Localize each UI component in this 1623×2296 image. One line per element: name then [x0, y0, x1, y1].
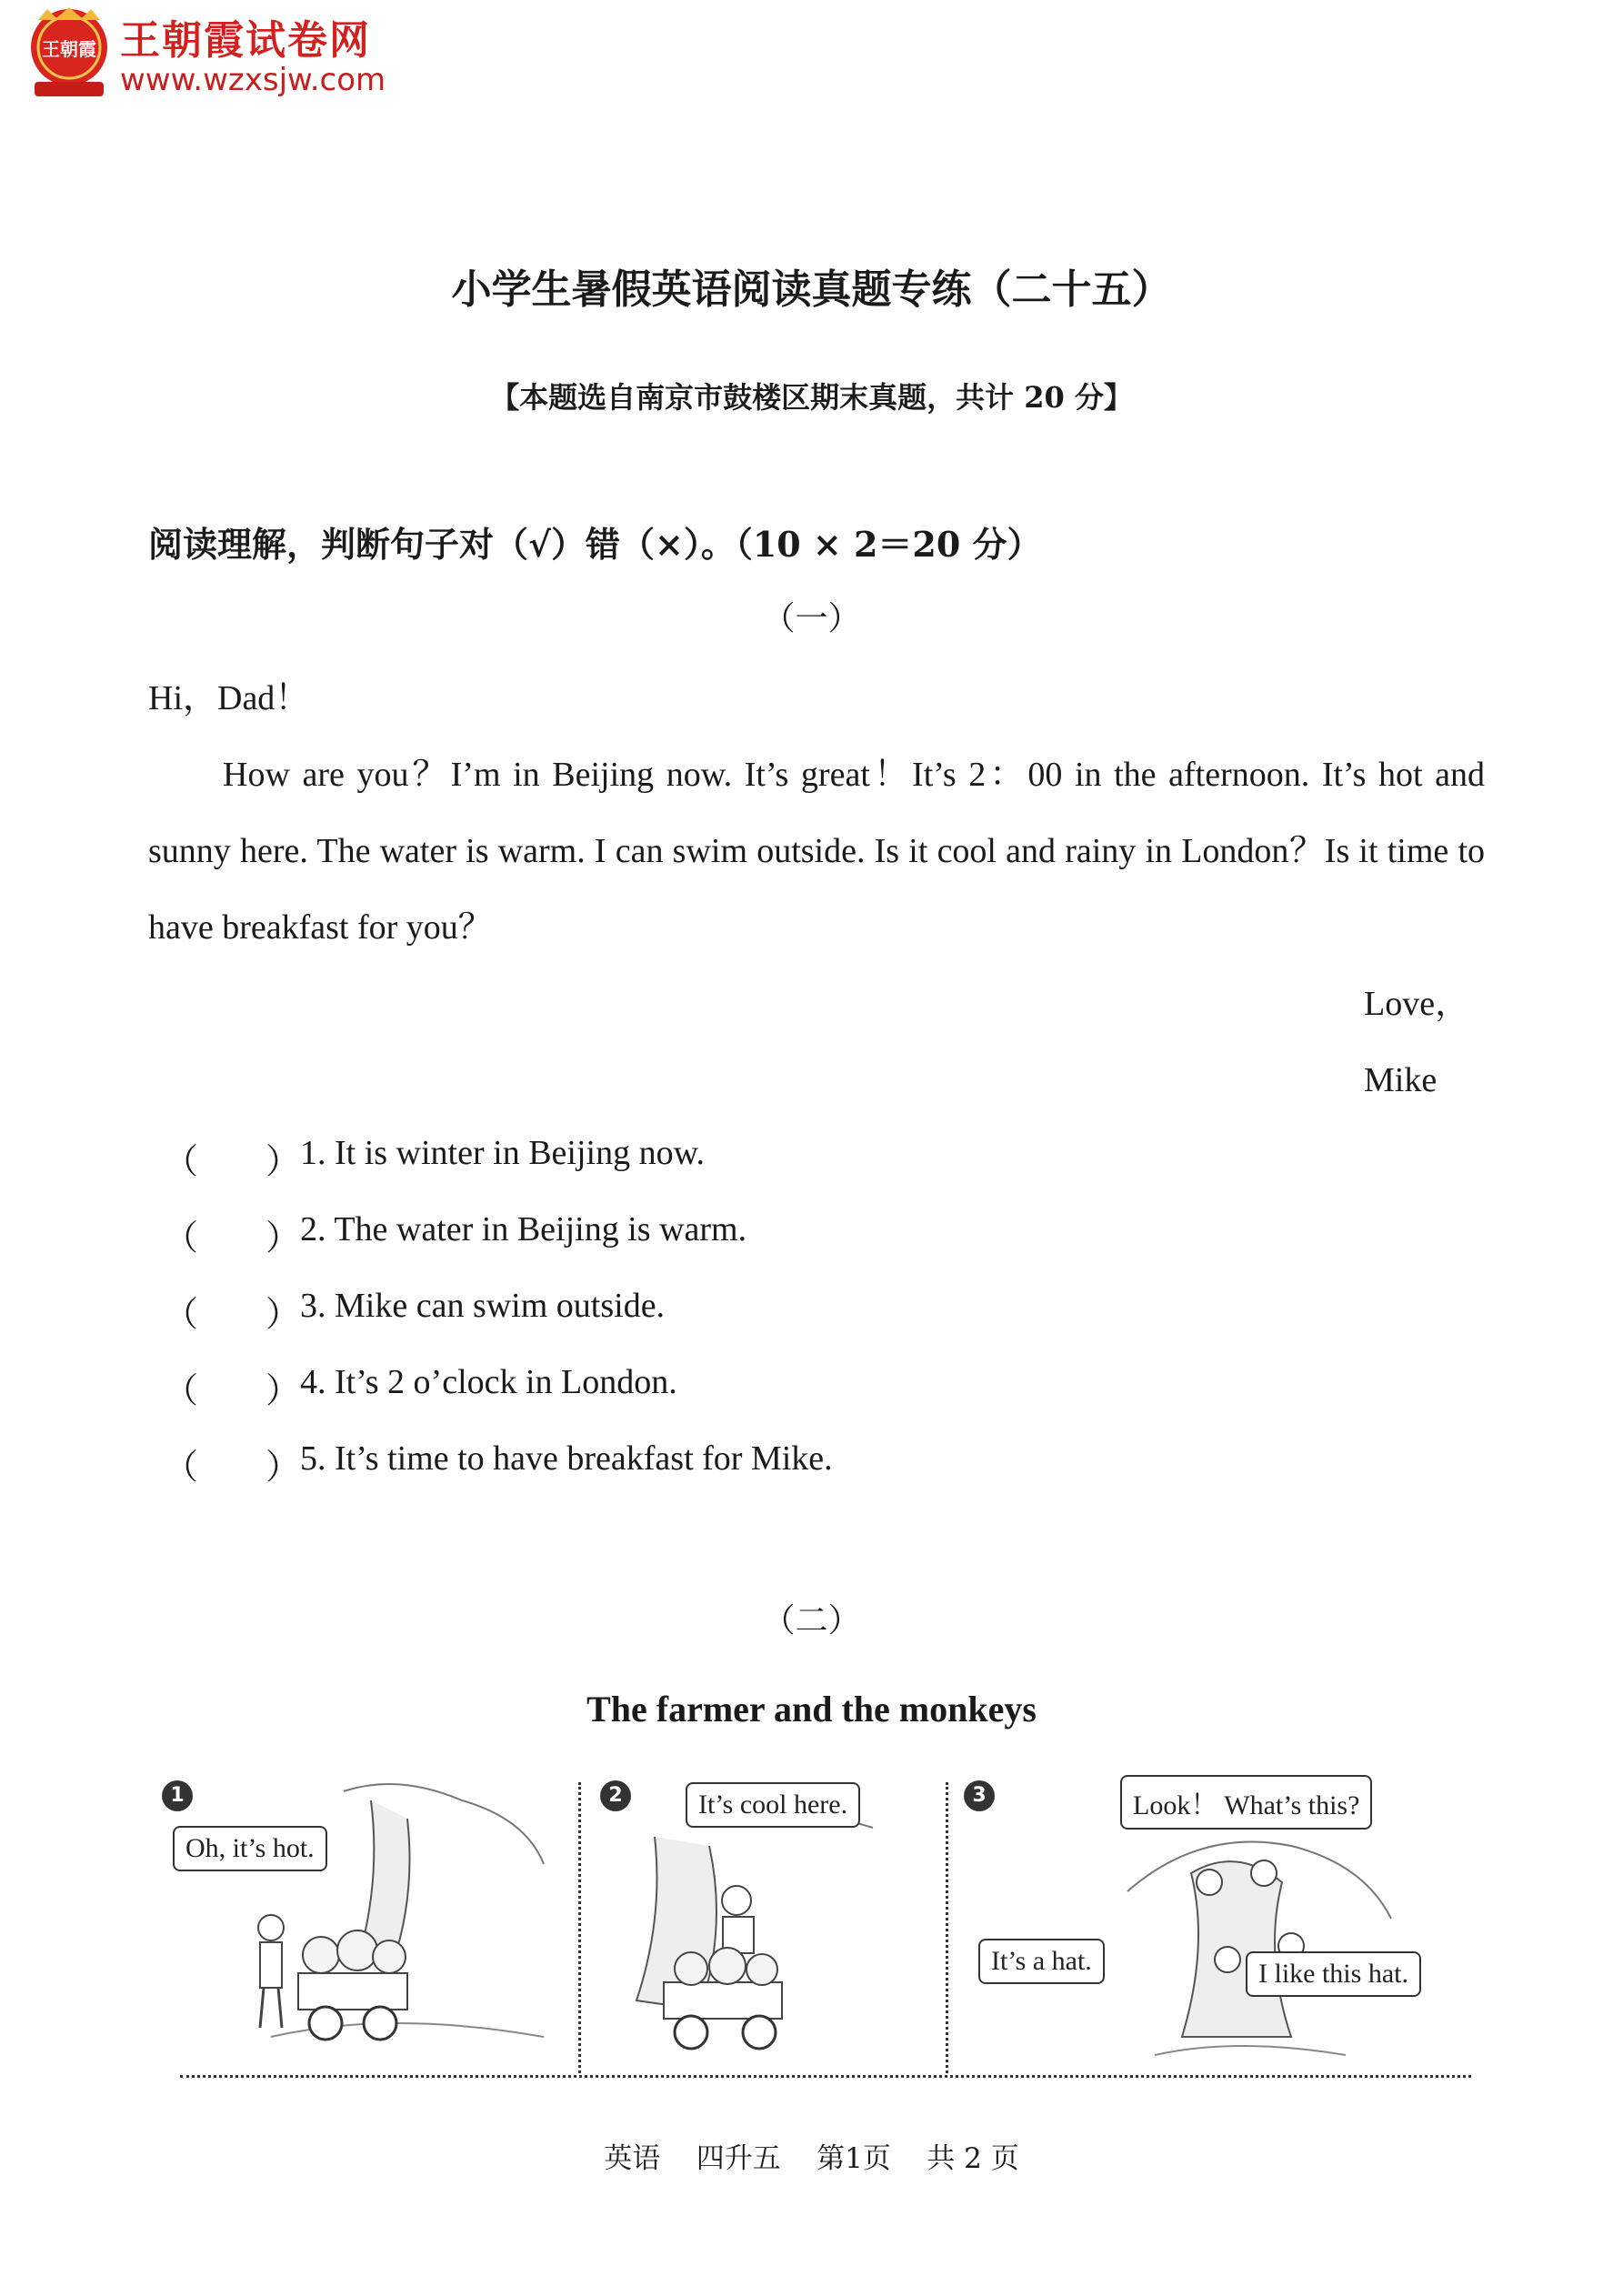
page-footer: 英语 四升五 第1页 共 2 页 — [604, 2142, 1019, 2175]
question-text: 2. The water in Beijing is warm. — [300, 1210, 747, 1248]
page-title: 小学生暑假英语阅读真题专练（二十五） — [451, 266, 1172, 313]
answer-blank-open[interactable]: （ — [164, 1449, 199, 1487]
answer-blank-close: ） — [265, 1372, 301, 1410]
brand-url: www.wzxsjw.com — [120, 62, 386, 98]
question-text: 5. It’s time to have breakfast for Mike. — [300, 1439, 833, 1478]
page-subtitle: 【本题选自南京市鼓楼区期末真题，共计 20 分】 — [490, 380, 1133, 415]
answer-blank-open[interactable]: （ — [164, 1219, 199, 1258]
comic-panel-1 — [162, 1764, 571, 2073]
letter-signature: Mike — [1364, 1061, 1438, 1099]
answer-blank-close: ） — [265, 1449, 301, 1487]
panel-divider — [946, 1782, 948, 2073]
panel-number-badge: 3 — [964, 1780, 995, 1811]
comic-panel-3 — [964, 1764, 1491, 2073]
answer-blank-close: ） — [265, 1143, 301, 1181]
letter-greeting: Hi，Dad！ — [148, 679, 310, 717]
speech-bubble: It’s cool here. — [686, 1782, 860, 1828]
letter-closing: Love， — [1364, 985, 1470, 1023]
answer-blank-open[interactable]: （ — [164, 1372, 199, 1410]
question-text: 1. It is winter in Beijing now. — [300, 1134, 706, 1172]
answer-blank-open[interactable]: （ — [164, 1143, 199, 1181]
story-title: The farmer and the monkeys — [586, 1689, 1037, 1730]
svg-text:王朝霞: 王朝霞 — [42, 38, 96, 60]
answer-blank-open[interactable]: （ — [164, 1296, 199, 1334]
speech-bubble: It’s a hat. — [978, 1939, 1105, 1984]
logo-seal — [25, 5, 113, 100]
section-mark-2: （二） — [762, 1602, 861, 1639]
answer-blank-close: ） — [265, 1296, 301, 1334]
brand-name: 王朝霞试卷网 — [120, 17, 371, 64]
panel-number-badge: 2 — [600, 1780, 631, 1811]
dotted-separator — [180, 2075, 1471, 2078]
farmer-cart-illustration — [162, 1764, 571, 2073]
instruction-text: 阅读理解，判断句子对（√）错（×）。（10 × 2＝20 分） — [148, 524, 1042, 565]
speech-bubble: Look！ What’s this? — [1120, 1775, 1372, 1830]
speech-bubble: I like this hat. — [1246, 1951, 1421, 1997]
section-mark-1: （一） — [762, 600, 861, 637]
answer-blank-close: ） — [265, 1219, 301, 1258]
question-text: 4. It’s 2 o’clock in London. — [300, 1363, 677, 1401]
speech-bubble: Oh, it’s hot. — [173, 1826, 327, 1871]
question-text: 3. Mike can swim outside. — [300, 1287, 666, 1325]
panel-divider — [578, 1782, 581, 2073]
letter-passage: How are you？I’m in Beijing now. It’s great！It’s 2：00 in the afternoon. It’s hot and sunny here. The water is warm. I can swim outside. Is it cool and rainy in London？Is it time to have breakfast for you？ — [148, 756, 1485, 947]
panel-number-badge: 1 — [162, 1780, 193, 1811]
comic-panel-2 — [600, 1764, 927, 2073]
